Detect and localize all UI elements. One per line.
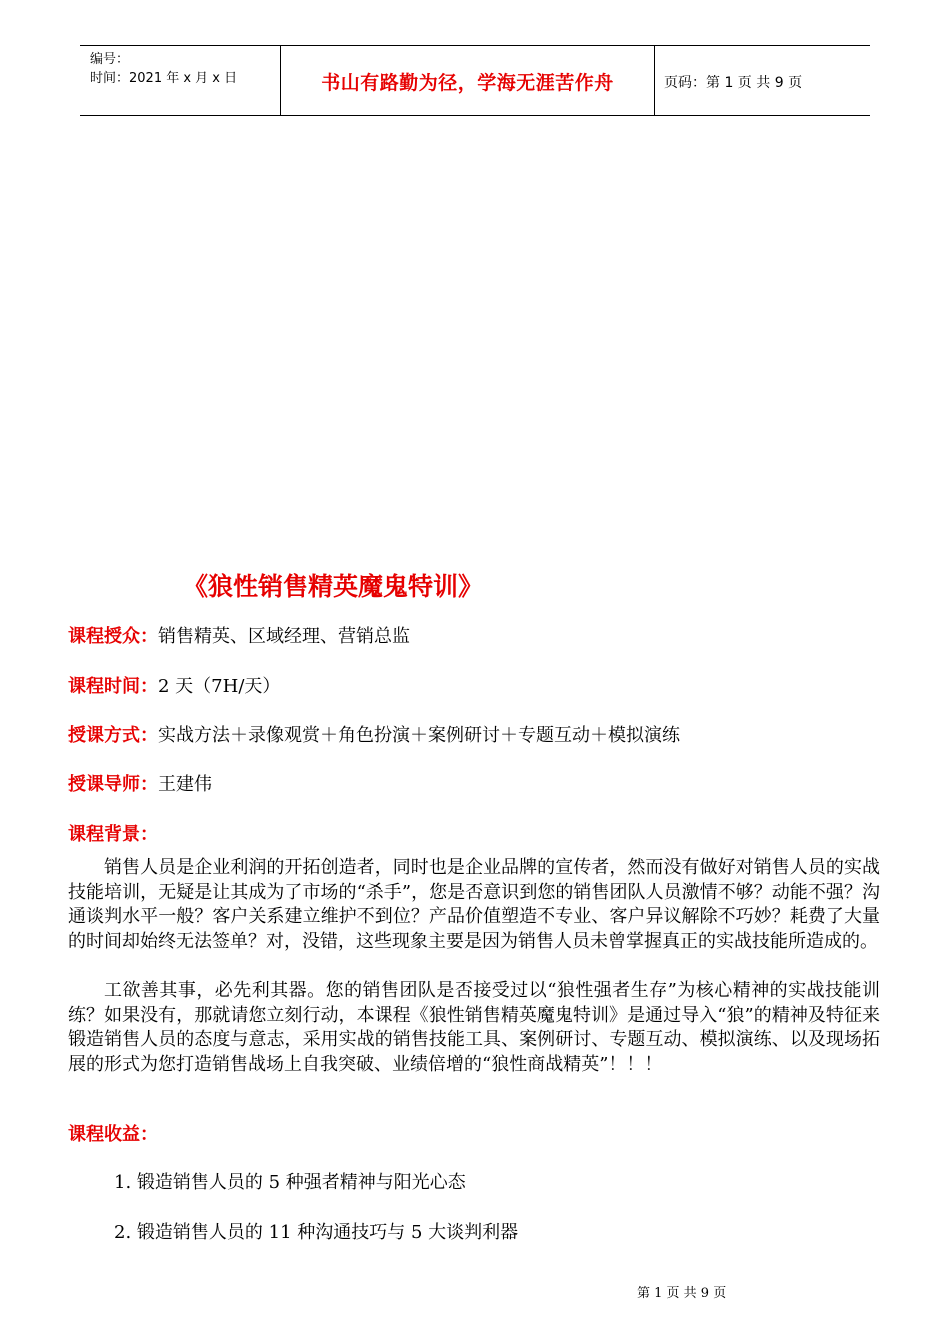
benefit-item: 1. 锻造销售人员的 5 种强者精神与阳光心态 xyxy=(114,1172,466,1193)
field-value: 王建伟 xyxy=(158,774,212,795)
field-value: 销售精英、区域经理、营销总监 xyxy=(158,626,410,647)
header-page-info: 页码：第 1 页 共 9 页 xyxy=(664,75,803,91)
field-audience xyxy=(68,622,410,648)
field-label: 课程时间： xyxy=(68,676,158,697)
document-number-label: 编号： xyxy=(90,52,130,67)
section-heading-background: 课程背景： xyxy=(68,824,158,845)
document-time-label: 时间：2021 年 x 月 x 日 xyxy=(90,71,238,86)
section-heading-benefits: 课程收益： xyxy=(68,1124,158,1145)
page-header xyxy=(80,45,870,116)
document-title: 《狼性销售精英魔鬼特训》 xyxy=(183,572,484,601)
header-divider xyxy=(654,46,655,115)
header-motto: 书山有路勤为径，学海无涯苦作舟 xyxy=(321,72,614,94)
field-label: 课程授众： xyxy=(68,626,158,647)
benefit-item: 2. 锻造销售人员的 11 种沟通技巧与 5 大谈判利器 xyxy=(114,1222,519,1243)
field-value: 2 天（7H/天） xyxy=(158,676,281,697)
field-instructor xyxy=(68,770,212,796)
field-method xyxy=(68,721,680,747)
background-paragraph: 销售人员是企业利润的开拓创造者，同时也是企业品牌的宣传者，然而没有做好对销售人员的实战技能培训，无疑是让其成为了市场的“杀手”，您是否意识到您的销售团队人员激情不够？动能不强？沟通谈判水平一般？客户关系建立维护不到位？产品价值塑造不专业、客户异议解除不巧妙？耗费了大量的时间却始终无法签单？对，没错，这些现象主要是因为销售人员未曾掌握真正的实战技能所造成的。 xyxy=(68,857,880,952)
field-duration xyxy=(68,672,280,698)
background-paragraph: 工欲善其事，必先利其器。您的销售团队是否接受过以“狼性强者生存”为核心精神的实战技能训练？如果没有，那就请您立刻行动，本课程《狼性销售精英魔鬼特训》是通过导入“狼”的精神及特征来锻造销售人员的态度与意志，采用实战的销售技能工具、案例研讨、专题互动、模拟演练、以及现场拓展的形式为您打造销售战场上自我突破、业绩倍增的“狼性商战精英”！！！ xyxy=(68,980,880,1075)
field-value: 实战方法＋录像观赏＋角色扮演＋案例研讨＋专题互动＋模拟演练 xyxy=(158,725,680,746)
field-label: 授课导师： xyxy=(68,774,158,795)
header-meta xyxy=(90,50,237,88)
page-footer: 第 1 页 共 9 页 xyxy=(637,1286,727,1301)
field-label: 授课方式： xyxy=(68,725,158,746)
